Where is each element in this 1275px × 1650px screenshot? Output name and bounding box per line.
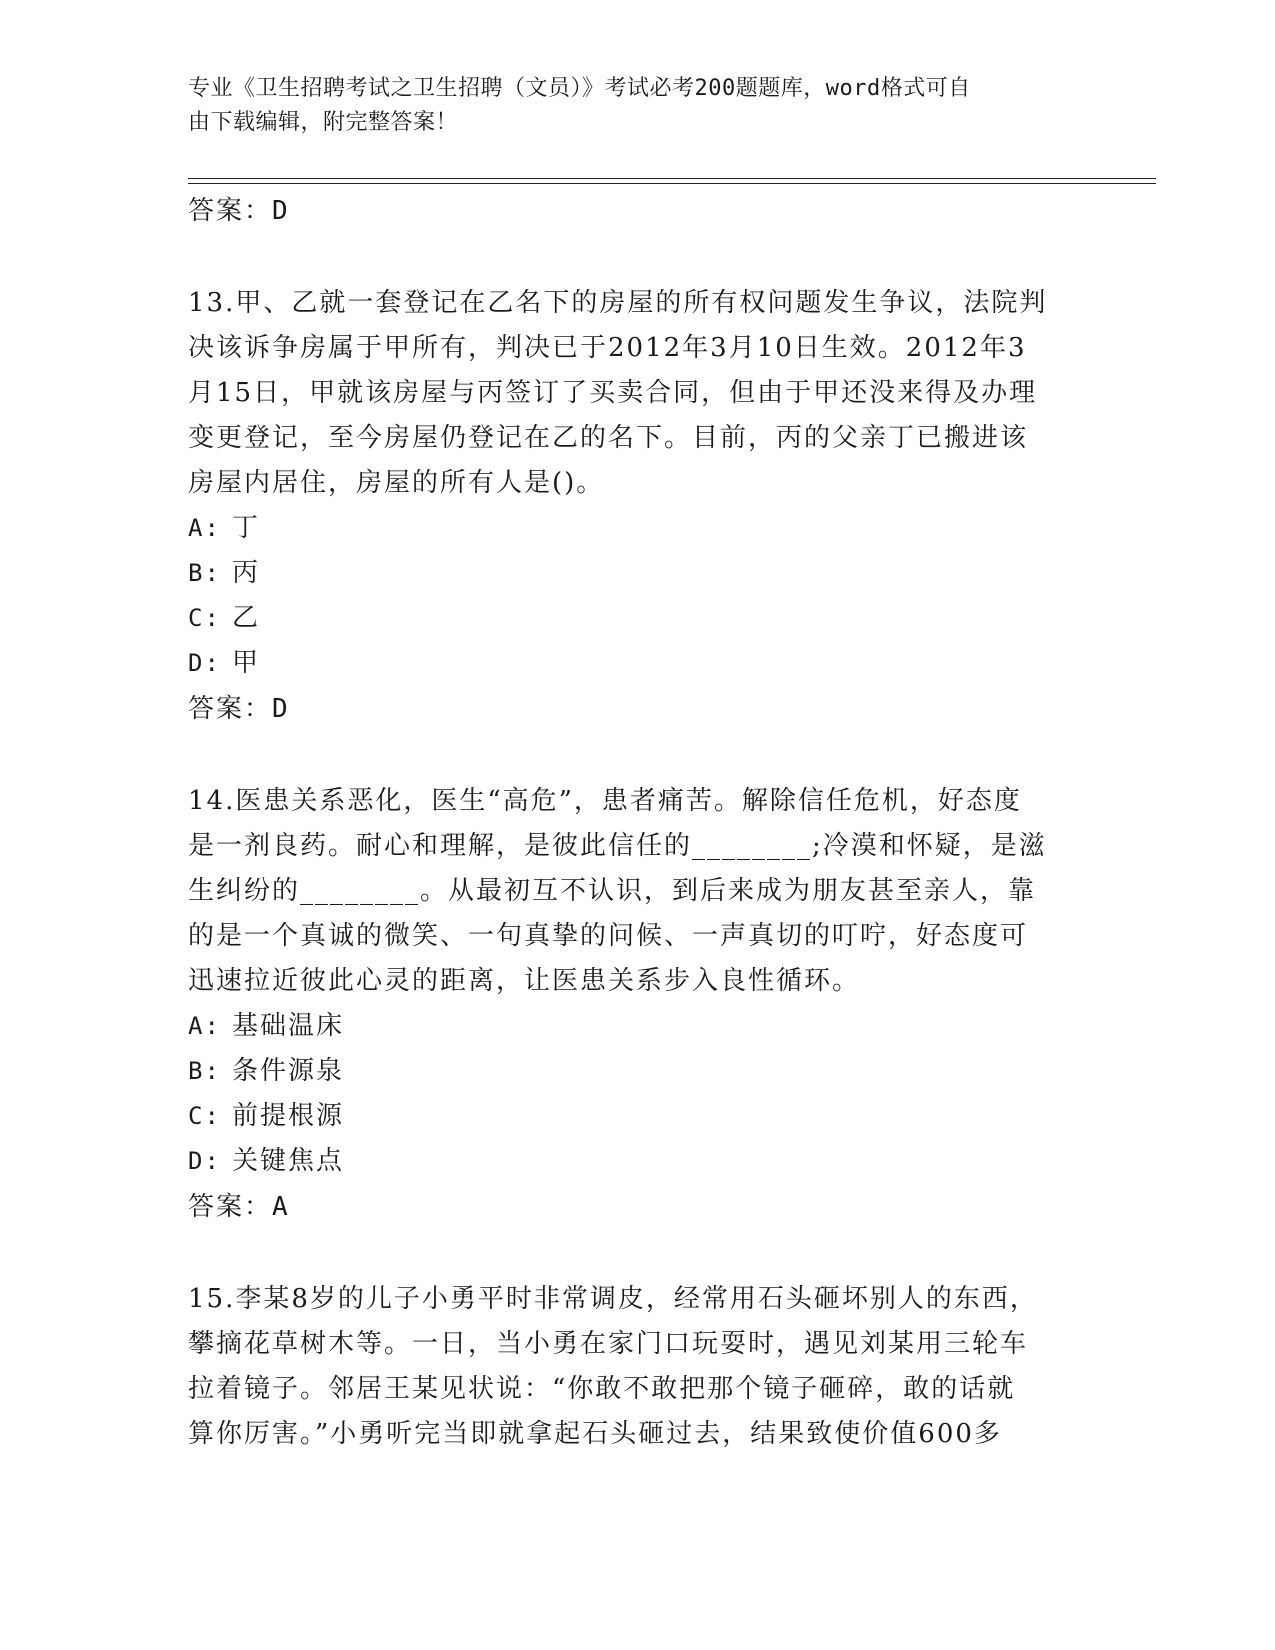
stem-line: 迅速拉近彼此心灵的距离，让医患关系步入良性循环。 xyxy=(188,966,861,996)
answer-value: A xyxy=(272,1192,290,1222)
answer-label: 答案： xyxy=(188,1192,273,1222)
stem-line: 月15日，甲就该房屋与丙签订了买卖合同，但由于甲还没来得及办理 xyxy=(188,378,1038,408)
answer-value: D xyxy=(272,694,290,724)
document-body xyxy=(188,188,1088,1457)
stem-line: 的是一个真诚的微笑、一句真挚的问候、一声真切的叮咛，好态度可 xyxy=(188,921,1029,951)
header-divider-top xyxy=(188,178,1156,179)
stem-line: 14.医患关系恶化，医生“高危”，患者痛苦。解除信任危机，好态度 xyxy=(188,786,1022,816)
stem-line: 拉着镜子。邻居王某见状说：“你敢不敢把那个镜子砸碎，敢的话就 xyxy=(188,1374,1016,1404)
option-c xyxy=(188,596,1088,641)
option-letter: C: xyxy=(188,1102,221,1130)
option-a xyxy=(188,1004,1088,1049)
option-d xyxy=(188,641,1088,686)
header-line-2: 由下载编辑，附完整答案！ xyxy=(188,110,459,135)
stem-line: 房屋内居住，房屋的所有人是()。 xyxy=(188,468,605,498)
option-text: 基础温床 xyxy=(232,1011,345,1041)
stem-line: 生纠纷的________。从最初互不认识，到后来成为朋友甚至亲人，靠 xyxy=(188,876,1037,906)
option-text: 乙 xyxy=(232,603,261,633)
spacer xyxy=(188,1230,1088,1277)
option-c xyxy=(188,1094,1088,1139)
option-b xyxy=(188,551,1088,596)
question-13 xyxy=(188,281,1088,732)
option-letter: D: xyxy=(188,1147,221,1175)
answer-value: D xyxy=(272,196,290,226)
option-letter: A: xyxy=(188,1012,221,1040)
answer-line xyxy=(188,1184,1088,1230)
stem-line: 是一剂良药。耐心和理解，是彼此信任的________;冷漠和怀疑，是滋 xyxy=(188,831,1047,861)
header-divider-bottom xyxy=(188,183,1156,184)
answer-label: 答案： xyxy=(188,694,273,724)
question-14 xyxy=(188,779,1088,1230)
spacer xyxy=(188,732,1088,779)
stem-line: 13.甲、乙就一套登记在乙名下的房屋的所有权问题发生争议，法院判 xyxy=(188,288,1048,318)
option-d xyxy=(188,1139,1088,1184)
stem-line: 攀摘花草树木等。一日，当小勇在家门口玩耍时，遇见刘某用三轮车 xyxy=(188,1329,1029,1359)
question-stem xyxy=(188,281,1088,506)
stem-line: 15.李某8岁的儿子小勇平时非常调皮，经常用石头砸坏别人的东西， xyxy=(188,1284,1038,1314)
question-15 xyxy=(188,1277,1088,1457)
answer-label: 答案： xyxy=(188,196,273,226)
stem-line: 决该诉争房属于甲所有，判决已于2012年3月10日生效。2012年3 xyxy=(188,333,1027,363)
option-text: 前提根源 xyxy=(232,1101,345,1131)
stem-line: 变更登记，至今房屋仍登记在乙的名下。目前，丙的父亲丁已搬进该 xyxy=(188,423,1029,453)
spacer xyxy=(188,234,1088,281)
option-text: 丁 xyxy=(232,513,261,543)
option-text: 丙 xyxy=(232,558,261,588)
option-a xyxy=(188,506,1088,551)
option-letter: A: xyxy=(188,514,221,542)
option-b xyxy=(188,1049,1088,1094)
answer-line xyxy=(188,686,1088,732)
option-letter: B: xyxy=(188,1057,221,1085)
option-text: 甲 xyxy=(232,648,261,678)
option-letter: C: xyxy=(188,604,221,632)
option-text: 条件源泉 xyxy=(232,1056,345,1086)
header-line-1: 专业《卫生招聘考试之卫生招聘（文员）》考试必考200题题库，word格式可自 xyxy=(188,76,971,101)
answer-line xyxy=(188,188,1088,234)
question-stem xyxy=(188,779,1088,1004)
question-stem xyxy=(188,1277,1088,1457)
option-letter: D: xyxy=(188,649,221,677)
option-letter: B: xyxy=(188,559,221,587)
stem-line: 算你厉害。”小勇听完当即就拿起石头砸过去，结果致使价值600多 xyxy=(188,1419,1002,1449)
option-text: 关键焦点 xyxy=(232,1146,345,1176)
page-header xyxy=(188,72,1078,140)
